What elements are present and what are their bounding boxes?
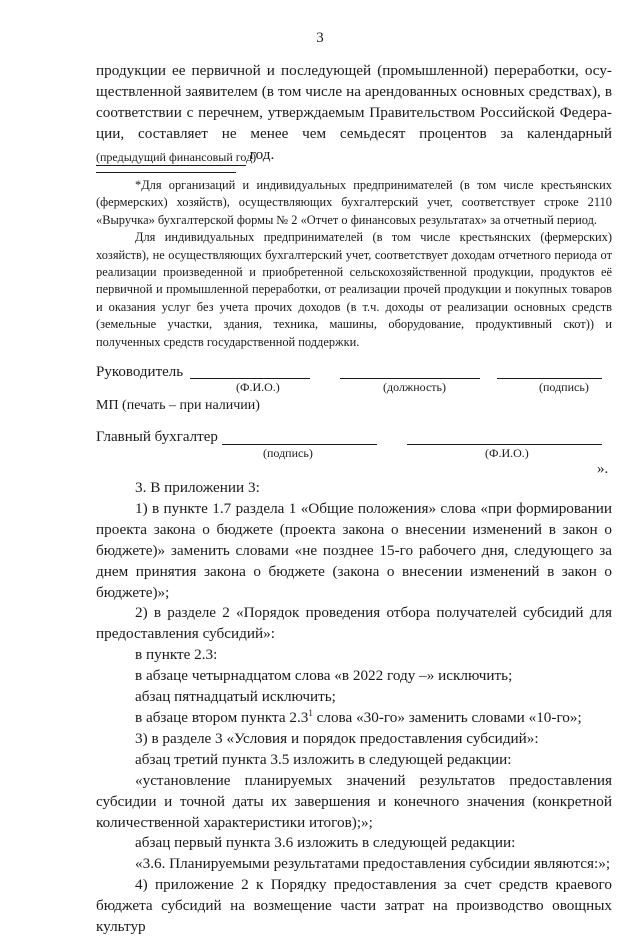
- body-paragraph: «установление планируемых значений результатов предоставления субсидии и точной даты их завершения и конечного значения (конкретной количественной характеристики итогов);»;: [96, 771, 612, 831]
- body-paragraph: в абзаце четырнадцатом слова «в 2022 году –» исключить;: [135, 667, 513, 685]
- footnote-paragraph: *Для организаций и индивидуальных предпринимателей (в том числе крестьянских (фермерских) хозяйств), осуществляющих бухгалтерский учет, соответствует строке 2110 «Выручка» бухгалтерской формы № 2 «Отчет о финансовых результатах» за отчетный период.: [96, 178, 612, 227]
- head-signature-line: [497, 378, 602, 379]
- intro-line: ции, составляет не менее чем семьдесят процентов за календарный: [96, 125, 612, 142]
- year-suffix: год.: [249, 146, 275, 163]
- body-paragraph: абзац пятнадцатый исключить;: [135, 688, 336, 706]
- head-label: Руководитель: [96, 364, 184, 380]
- accountant-signature-line: [222, 444, 377, 445]
- body-paragraph: «3.6. Планируемыми результатами предоставления субсидии являются:»;: [135, 855, 611, 873]
- p7-after: слова «30-го» заменить словами «10-го»;: [312, 708, 582, 726]
- body-paragraph: абзац третий пункта 3.5 изложить в следующей редакции:: [135, 750, 512, 768]
- fio-caption: (Ф.И.О.): [236, 380, 280, 394]
- accountant-label: Главный бухгалтер: [96, 429, 218, 445]
- head-position-line: [340, 378, 480, 379]
- body-paragraph: 2) в разделе 2 «Порядок проведения отбора получателей субсидий для предоставления субсидий»:: [96, 604, 612, 643]
- body-paragraph: 3) в разделе 3 «Условия и порядок предоставления субсидий»:: [135, 729, 539, 747]
- superscript: 1: [308, 707, 313, 718]
- body-paragraph: в пункте 2.3:: [135, 646, 218, 664]
- accountant-fio-line: [407, 444, 602, 445]
- head-fio-line: [190, 378, 310, 379]
- position-caption: (должность): [383, 380, 446, 394]
- p7-before: в абзаце втором пункта 2.3: [135, 708, 309, 726]
- stamp-note: [96, 397, 260, 414]
- body-paragraph: 1) в пункте 1.7 раздела 1 «Общие положения» слова «при формировании проекта закона о бюджете (проекта закона о внесении изменений в закон о бюджете)» заменить словами «не позднее 15-го рабочего дня, следующего за днем принятия закона о бюджете (закона о внесении изменений в закон о бюджете)»;: [96, 499, 612, 601]
- signature-caption: (подпись): [539, 380, 589, 394]
- body-paragraph: 3. В приложении 3:: [135, 479, 260, 496]
- body-paragraph: абзац первый пункта 3.6 изложить в следующей редакции:: [135, 834, 516, 852]
- footnote: [96, 177, 612, 351]
- body-paragraph-2-3-1: [96, 708, 612, 729]
- stamp-note-text: МП (печать – при наличии): [96, 398, 260, 413]
- intro-line: ществленной заявителем (в том числе на арендованных основных средствах), в: [96, 83, 612, 100]
- year-caption: (предыдущий финансовый год): [96, 150, 257, 164]
- acc-fio-caption: (Ф.И.О.): [485, 446, 529, 460]
- footnote-paragraph: Для индивидуальных предпринимателей (в том числе крестьянских (фермерских) хозяйств), не осуществляющих бухгалтерский учет, соответствует доходам отчетного периода от реализации произведенной и приобретенной сельскохозяйственной продукции, продуктов её первичной и промышленной переработки, от реализации прочей продукции и покупных товаров и оказания услуг без учета прочих доходов (в т.ч. доходы от реализации основных средств (земельные участки, здания, техника, машины, оборудование, продуктивный скот)) и полученных средств государственной поддержки.: [96, 230, 612, 349]
- footnote-separator: [96, 172, 236, 173]
- acc-signature-caption: (подпись): [263, 446, 313, 460]
- body-paragraph: 4) приложение 2 к Порядку предоставления за счет средств краевого бюджета субсидий на возмещение части затрат на производство овощных культур: [96, 876, 612, 936]
- intro-line: продукции ее первичной и последующей (промышленной) переработки, осу-: [96, 62, 612, 79]
- intro-line: соответствии с перечнем, утверждаемым Правительством Российской Федера-: [96, 104, 612, 121]
- amendments-body: [96, 478, 612, 938]
- page-number: 3: [316, 30, 324, 46]
- closing-quote: ».: [597, 461, 609, 477]
